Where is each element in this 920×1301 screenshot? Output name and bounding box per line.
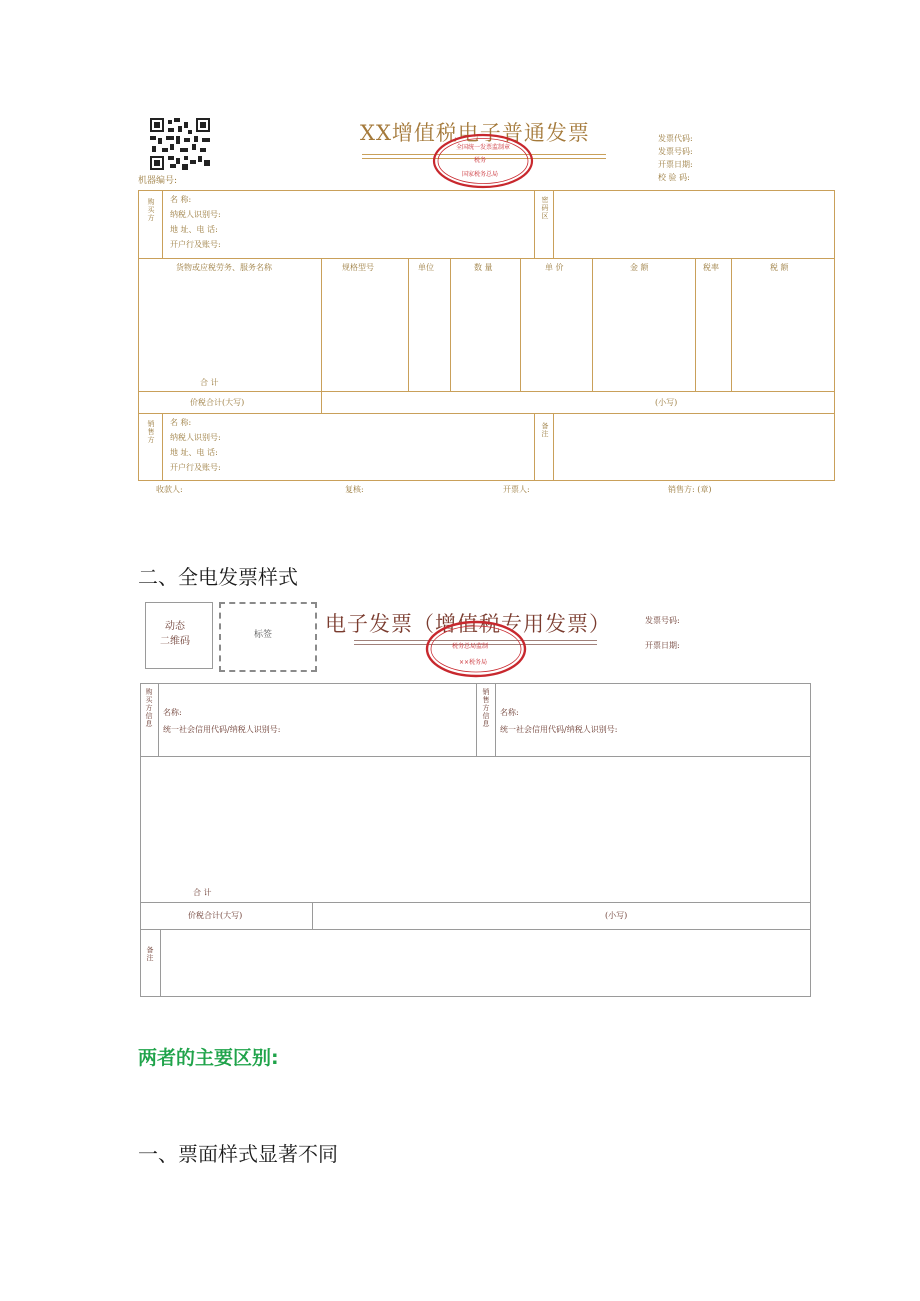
seller-bank-label: 开户行及账号: xyxy=(170,463,221,472)
invoice-1-title: XX增值税电子普通发票 xyxy=(360,121,590,145)
cipher-area-label: 密码区 xyxy=(541,196,549,220)
col-unit-price: 单 价 xyxy=(545,263,564,272)
small-amount-label: (小写) xyxy=(655,398,678,407)
remarks-label: 备注 xyxy=(541,422,549,438)
qr-code-icon xyxy=(150,118,210,170)
seal-top-text: 全国统一发票监制章 xyxy=(456,144,511,151)
invoice-2-number-label: 发票号码: xyxy=(645,616,680,625)
issue-date-label: 开票日期: xyxy=(658,160,693,169)
invoice-2-title: 电子发票（增值税专用发票） xyxy=(325,612,611,636)
price-tax-total-label: 价税合计(大写) xyxy=(190,398,245,407)
invoice-2-date-label: 开票日期: xyxy=(645,641,680,650)
invoice-2-remarks-label: 备注 xyxy=(146,946,154,962)
col-goods-name: 货物或应税劳务、服务名称 xyxy=(176,263,272,272)
col-amount: 金 额 xyxy=(630,263,649,272)
seller-2-name-label: 名称: xyxy=(500,708,519,717)
invoice-code-label: 发票代码: xyxy=(658,134,693,143)
invoice-number-label: 发票号码: xyxy=(658,147,693,156)
tag-label: 标签 xyxy=(254,630,273,640)
payee-label: 收款人: xyxy=(156,485,183,494)
seal-2-top-text: 税务总局监制 xyxy=(452,643,489,650)
reviewer-label: 复核: xyxy=(345,485,364,494)
machine-number-label: 机器编号: xyxy=(138,176,178,186)
dynamic-qr-line2: 二维码 xyxy=(160,636,190,647)
invoice-2-total-label: 合 计 xyxy=(193,888,212,897)
col-tax-rate: 税率 xyxy=(703,263,719,272)
invoice-2-small-label: (小写) xyxy=(605,911,628,920)
section-2-heading: 二、全电发票样式 xyxy=(138,565,298,589)
seller-side-label: 销售方 xyxy=(147,420,155,444)
buyer-bank-label: 开户行及账号: xyxy=(170,240,221,249)
drawer-label: 开票人: xyxy=(503,485,530,494)
buyer-address-label: 地 址、电 话: xyxy=(170,225,218,234)
buyer-tax-id-label: 纳税人识别号: xyxy=(170,210,221,219)
buyer-side-label: 购买方 xyxy=(147,198,155,222)
point-1-heading: 一、票面样式显著不同 xyxy=(138,1142,338,1166)
dynamic-qr-line1: 动态 xyxy=(165,621,185,632)
seller-address-label: 地 址、电 话: xyxy=(170,448,218,457)
col-tax-amount: 税 额 xyxy=(770,263,789,272)
seller-tax-id-label: 纳税人识别号: xyxy=(170,433,221,442)
seal-2-bottom-text: ××税务局 xyxy=(459,659,488,666)
col-unit: 单位 xyxy=(418,263,434,272)
seal-middle-text: 税务 xyxy=(474,157,487,164)
seal-bottom-text: 国家税务总局 xyxy=(462,171,499,178)
invoice-2-price-tax-total-label: 价税合计(大写) xyxy=(188,911,243,920)
buyer-info-label: 购买方信息 xyxy=(145,688,153,728)
seller-stamp-label: 销售方: (章) xyxy=(668,485,712,494)
seller-info-label: 销售方信息 xyxy=(482,688,490,728)
col-quantity: 数 量 xyxy=(474,263,493,272)
differences-heading: 两者的主要区别: xyxy=(138,1047,279,1069)
check-code-label: 校 验 码: xyxy=(658,173,690,182)
buyer-2-name-label: 名称: xyxy=(163,708,182,717)
col-spec: 规格型号 xyxy=(342,263,374,272)
buyer-name-label: 名 称: xyxy=(170,195,192,204)
seller-name-label: 名 称: xyxy=(170,418,192,427)
buyer-2-credit-code-label: 统一社会信用代码/纳税人识别号: xyxy=(163,725,281,734)
seller-2-credit-code-label: 统一社会信用代码/纳税人识别号: xyxy=(500,725,618,734)
total-label: 合 计 xyxy=(200,378,219,387)
